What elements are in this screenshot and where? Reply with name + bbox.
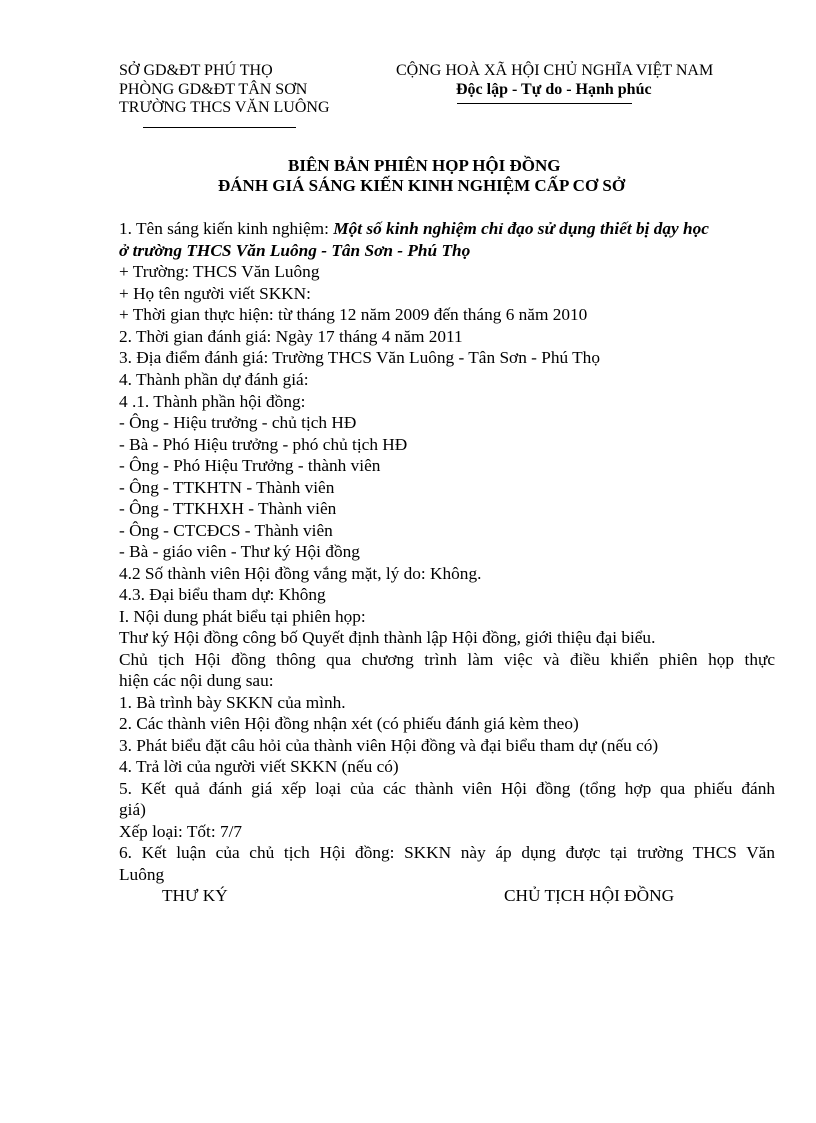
signature-chair: CHỦ TỊCH HỘI ĐỒNG: [504, 886, 675, 905]
item-6-line-2: Luông: [119, 865, 165, 884]
line-author: + Họ tên người viết SKKN:: [119, 284, 311, 303]
signature-secretary: THƯ KÝ: [162, 886, 228, 905]
header-right-underline: [457, 103, 632, 104]
agenda-item-3: 3. Phát biểu đặt câu hỏi của thành viên Hội đồng và đại biểu tham dự (nếu có): [119, 736, 659, 755]
member-1: - Ông - Hiệu trưởng - chủ tịch HĐ: [119, 413, 357, 432]
title-line-1: BIÊN BẢN PHIÊN HỌP HỘI ĐỒNG: [288, 156, 561, 175]
member-2: - Bà - Phó Hiệu trưởng - phó chủ tịch HĐ: [119, 435, 408, 454]
item-1-label: 1. Tên sáng kiến kinh nghiệm:: [119, 219, 334, 238]
member-5: - Ông - TTKHXH - Thành viên: [119, 499, 337, 518]
title-line-2: ĐÁNH GIÁ SÁNG KIẾN KINH NGHIỆM CẤP CƠ SỞ: [218, 176, 626, 195]
line-guests: 4.3. Đại biểu tham dự: Không: [119, 585, 326, 604]
line-eval-place: 3. Địa điểm đánh giá: Trường THCS Văn Luông - Tân Sơn - Phú Thọ: [119, 348, 600, 367]
line-eval-date: 2. Thời gian đánh giá: Ngày 17 tháng 4 năm 2011: [119, 327, 463, 346]
chair-paragraph-line-1: Chủ tịch Hội đồng thông qua chương trình làm việc và điều khiển phiên họp thực: [119, 650, 775, 669]
member-6: - Ông - CTCĐCS - Thành viên: [119, 521, 333, 540]
item-6-line-1: 6. Kết luận của chủ tịch Hội đồng: SKKN này áp dụng được tại trường THCS Văn: [119, 843, 775, 862]
item-1: [119, 219, 709, 239]
header-motto: Độc lập - Tự do - Hạnh phúc: [456, 81, 652, 98]
header-right-line-1: CỘNG HOÀ XÃ HỘI CHỦ NGHĨA VIỆT NAM: [396, 62, 714, 79]
agenda-item-4: 4. Trả lời của người viết SKKN (nếu có): [119, 757, 399, 776]
line-section-i: I. Nội dung phát biểu tại phiên họp:: [119, 607, 366, 626]
line-participants: 4. Thành phần dự đánh giá:: [119, 370, 309, 389]
line-secretary-announce: Thư ký Hội đồng công bố Quyết định thành lập Hội đồng, giới thiệu đại biểu.: [119, 628, 656, 647]
line-school: + Trường: THCS Văn Luông: [119, 262, 320, 281]
initiative-name-part-2: ở trường THCS Văn Luông - Tân Sơn - Phú Thọ: [119, 241, 471, 260]
item-5-line-2: giá): [119, 800, 146, 819]
member-7: - Bà - giáo viên - Thư ký Hội đồng: [119, 542, 360, 561]
header-left-line-1: SỞ GD&ĐT PHÚ THỌ: [119, 62, 273, 79]
header-left-line-2: PHÒNG GD&ĐT TÂN SƠN: [119, 81, 308, 98]
rating: Xếp loại: Tốt: 7/7: [119, 822, 243, 841]
line-period: + Thời gian thực hiện: từ tháng 12 năm 2009 đến tháng 6 năm 2010: [119, 305, 588, 324]
header-left-underline: [143, 127, 296, 128]
agenda-item-1: 1. Bà trình bày SKKN của mình.: [119, 693, 346, 712]
item-5-line-1: 5. Kết quả đánh giá xếp loại của các thành viên Hội đồng (tổng hợp qua phiếu đánh: [119, 779, 775, 798]
member-3: - Ông - Phó Hiệu Trưởng - thành viên: [119, 456, 381, 475]
line-council-heading: 4 .1. Thành phần hội đồng:: [119, 392, 306, 411]
chair-paragraph-line-2: hiện các nội dung sau:: [119, 671, 274, 690]
initiative-name-part-1: Một số kinh nghiệm chỉ đạo sử dụng thiết bị dạy học: [333, 219, 709, 238]
line-absent: 4.2 Số thành viên Hội đồng vắng mặt, lý do: Không.: [119, 564, 482, 583]
agenda-item-2: 2. Các thành viên Hội đồng nhận xét (có phiếu đánh giá kèm theo): [119, 714, 579, 733]
member-4: - Ông - TTKHTN - Thành viên: [119, 478, 335, 497]
header-left-line-3: TRƯỜNG THCS VĂN LUÔNG: [119, 99, 330, 116]
